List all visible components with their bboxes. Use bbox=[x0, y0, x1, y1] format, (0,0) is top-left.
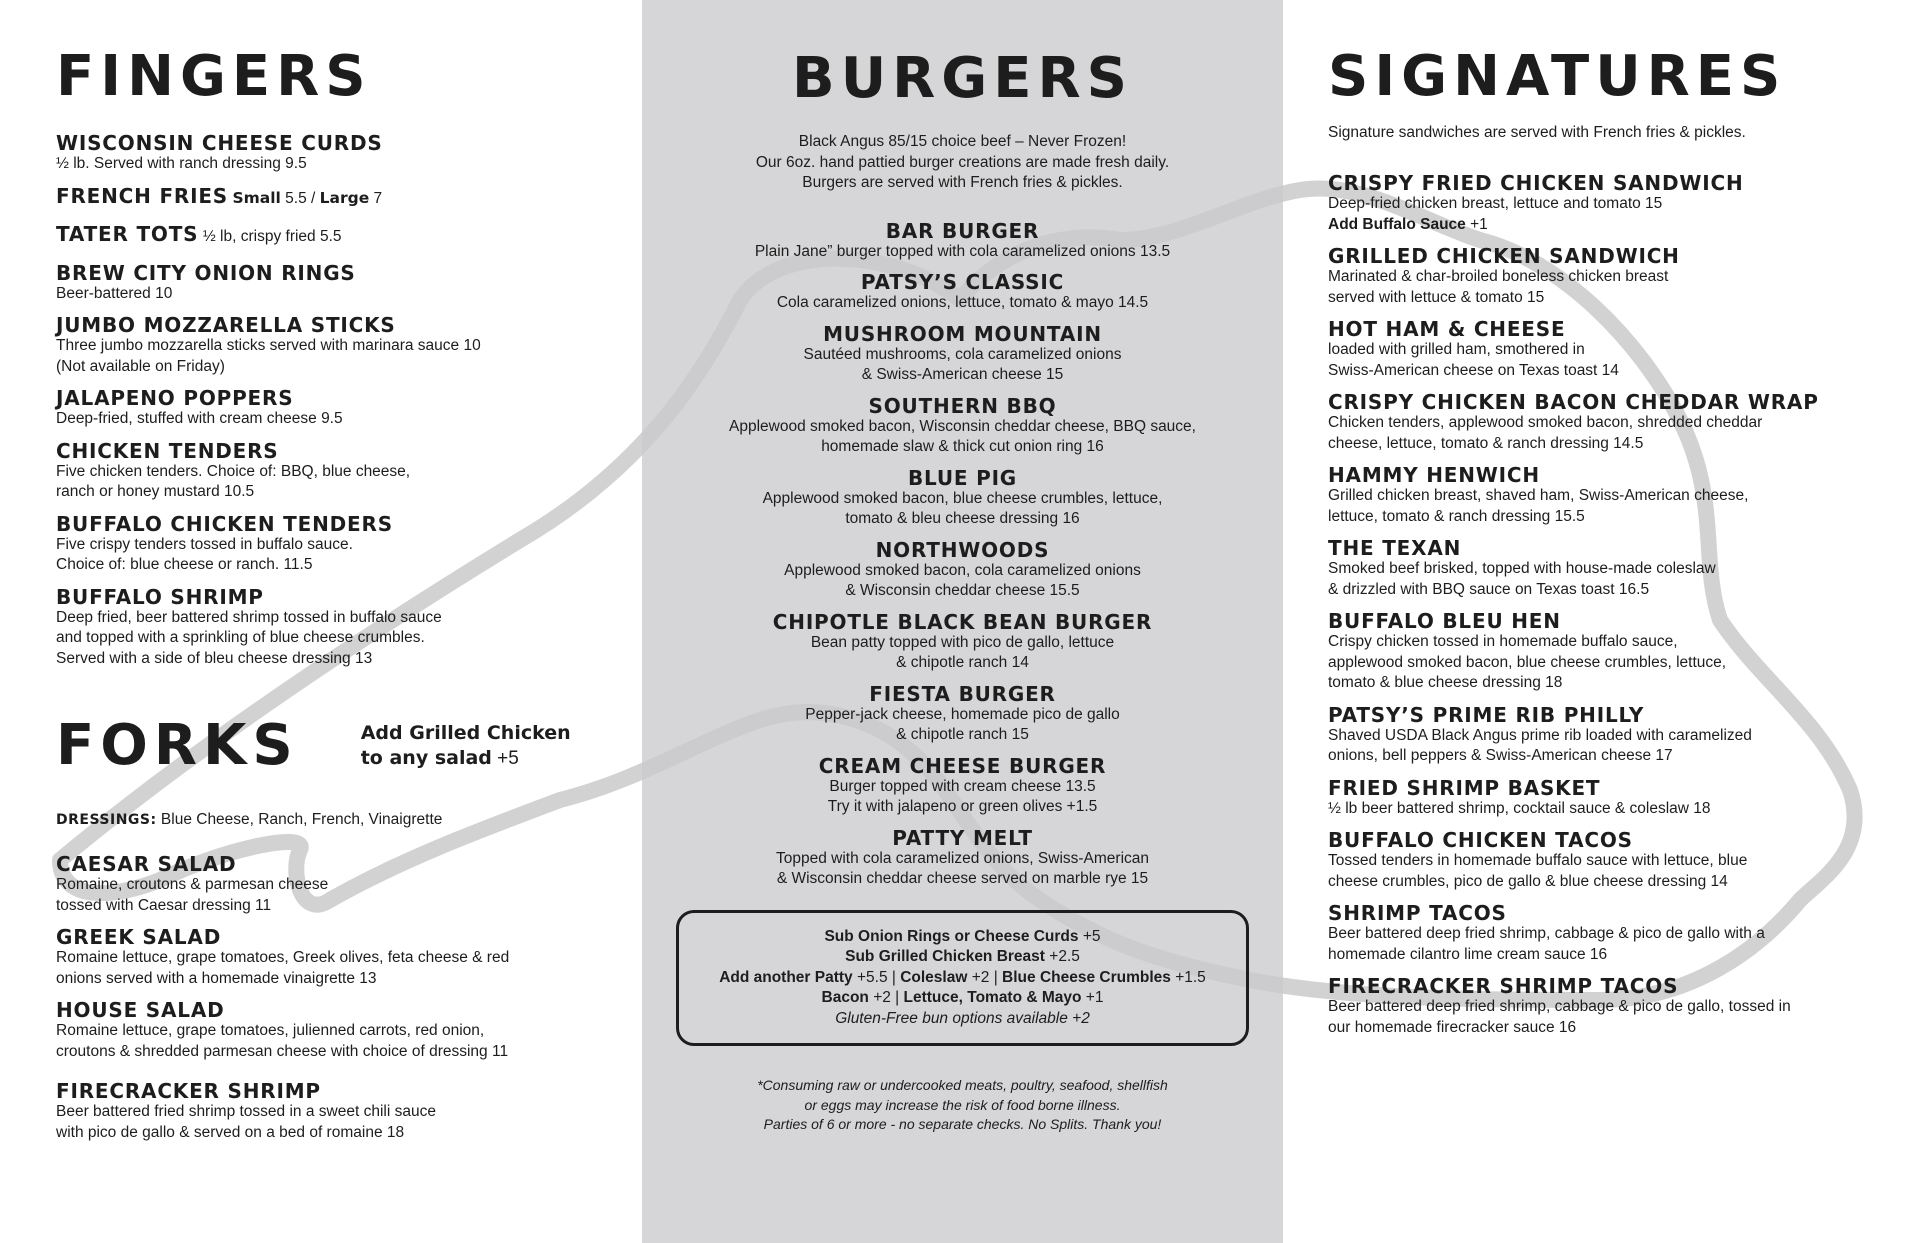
item-name: CRISPY CHICKEN BACON CHEDDAR WRAP bbox=[1328, 390, 1819, 414]
menu-item bbox=[1328, 902, 1920, 965]
item-desc: loaded with grilled ham, smothered in bbox=[1328, 341, 1585, 358]
dressings-list: Blue Cheese, Ranch, French, Vinaigrette bbox=[156, 811, 443, 828]
menu-item bbox=[56, 586, 642, 670]
item-name: BLUE PIG bbox=[907, 465, 1018, 490]
menu-item bbox=[1328, 777, 1920, 820]
item-desc: Topped with cola caramelized onions, Swiss-American bbox=[775, 849, 1150, 867]
item-desc: Grilled chicken breast, shaved ham, Swiss-American cheese, bbox=[1328, 487, 1749, 504]
item-desc: Served with a side of bleu cheese dressing 13 bbox=[56, 649, 373, 667]
item-desc: 7 bbox=[369, 189, 383, 207]
menu-item bbox=[672, 827, 1253, 890]
menu-item bbox=[56, 262, 642, 305]
item-desc: Romaine, croutons & parmesan cheese bbox=[56, 876, 329, 893]
addon-line bbox=[689, 927, 1236, 948]
signatures-column bbox=[1283, 0, 1920, 1243]
menu-item bbox=[1328, 464, 1920, 527]
item-desc: Burger topped with cream cheese 13.5 bbox=[829, 777, 1096, 795]
item-name: BUFFALO BLEU HEN bbox=[1328, 609, 1561, 633]
item-desc: Bean patty topped with pico de gallo, lettuce bbox=[810, 633, 1115, 651]
item-desc: & Wisconsin cheddar cheese 15.5 bbox=[845, 582, 1080, 599]
item-desc: Romaine lettuce, grape tomatoes, julienned carrots, red onion, bbox=[56, 1022, 485, 1039]
item-desc: Pepper-jack cheese, homemade pico de gallo bbox=[805, 705, 1120, 723]
item-desc: croutons & shredded parmesan cheese with choice of dressing 11 bbox=[56, 1042, 509, 1060]
item-desc: homemade slaw & thick cut onion ring 16 bbox=[821, 438, 1104, 455]
size-label: Large bbox=[319, 188, 370, 207]
addon-price: +2 | bbox=[967, 968, 1003, 986]
menu-item bbox=[1328, 245, 1920, 308]
item-name: CAESAR SALAD bbox=[56, 852, 237, 876]
item-desc: Five chicken tenders. Choice of: BBQ, blue cheese, bbox=[56, 462, 411, 480]
item-desc: Beer battered deep fried shrimp, cabbage & pico de gallo with a bbox=[1328, 925, 1765, 942]
item-desc: cheese crumbles, pico de gallo & blue cheese dressing 14 bbox=[1328, 872, 1728, 890]
menu-item bbox=[1328, 975, 1920, 1038]
menu-item bbox=[1328, 318, 1920, 381]
item-desc: Deep-fried chicken breast, lettuce and tomato 15 bbox=[1328, 195, 1663, 212]
item-name: FRENCH FRIES bbox=[56, 183, 229, 208]
item-name: SHRIMP TACOS bbox=[1328, 901, 1507, 925]
item-name: FRIED SHRIMP BASKET bbox=[1328, 775, 1601, 800]
item-desc: ½ lb beer battered shrimp, cocktail sauce & coleslaw 18 bbox=[1328, 799, 1711, 817]
item-desc: Romaine lettuce, grape tomatoes, Greek olives, feta cheese & red bbox=[56, 949, 510, 966]
item-desc: 5.5 / bbox=[280, 189, 320, 207]
item-desc: tomato & blue cheese dressing 18 bbox=[1328, 674, 1563, 691]
menu-item bbox=[1328, 704, 1920, 767]
item-name: PATSY’S PRIME RIB PHILLY bbox=[1328, 702, 1645, 727]
item-desc: with pico de gallo & served on a bed of romaine 18 bbox=[56, 1123, 405, 1141]
extra-label: Add Buffalo Sauce bbox=[1328, 215, 1466, 233]
item-desc: onions served with a homemade vinaigrette 13 bbox=[56, 969, 377, 987]
item-name: GRILLED CHICKEN SANDWICH bbox=[1328, 244, 1680, 268]
item-name: GREEK SALAD bbox=[56, 925, 222, 949]
item-desc: Applewood smoked bacon, Wisconsin cheddar cheese, BBQ sauce, bbox=[729, 417, 1196, 435]
add-chicken-note bbox=[361, 721, 571, 771]
menu-item bbox=[672, 467, 1253, 530]
item-name: CHICKEN TENDERS bbox=[56, 438, 279, 463]
addon-price: +5 bbox=[1078, 927, 1101, 945]
item-desc: Marinated & char-broiled boneless chicken breast bbox=[1328, 268, 1669, 285]
item-desc: Three jumbo mozzarella sticks served with marinara sauce 10 bbox=[56, 337, 481, 354]
dressings-label: DRESSINGS: bbox=[56, 812, 157, 828]
item-desc: Chicken tenders, applewood smoked bacon, shredded cheddar bbox=[1328, 414, 1763, 431]
item-desc: ½ lb, crispy fried 5.5 bbox=[202, 228, 342, 245]
burgers-title: BURGERS bbox=[792, 46, 1133, 111]
item-name: BREW CITY ONION RINGS bbox=[56, 260, 356, 285]
disclaimer-line: Parties of 6 or more - no separate checks. No Splits. Thank you! bbox=[763, 1116, 1162, 1132]
addon-label: Sub Grilled Chicken Breast bbox=[845, 948, 1045, 965]
add-chicken-line2: to any salad bbox=[360, 747, 492, 769]
addon-label: Bacon bbox=[821, 989, 869, 1006]
signatures-title: SIGNATURES bbox=[1328, 44, 1787, 109]
menu-item bbox=[56, 853, 642, 916]
menu-item bbox=[672, 220, 1253, 263]
item-desc: Applewood smoked bacon, blue cheese crumbles, lettuce, bbox=[762, 489, 1163, 507]
size-label: Small bbox=[232, 188, 281, 207]
item-name: CREAM CHEESE BURGER bbox=[818, 753, 1107, 778]
item-desc: Choice of: blue cheese or ranch. 11.5 bbox=[56, 556, 313, 573]
item-desc: Deep-fried, stuffed with cream cheese 9.5 bbox=[56, 410, 343, 427]
item-desc: Swiss-American cheese on Texas toast 14 bbox=[1328, 361, 1619, 379]
add-chicken-line1: Add Grilled Chicken bbox=[360, 722, 571, 744]
item-name: JALAPENO POPPERS bbox=[56, 386, 294, 410]
menu-item bbox=[56, 387, 642, 430]
item-desc: served with lettuce & tomato 15 bbox=[1328, 288, 1545, 306]
menu-item bbox=[1328, 391, 1920, 454]
item-name: BUFFALO CHICKEN TACOS bbox=[1328, 828, 1633, 852]
menu-item bbox=[672, 395, 1253, 458]
item-name: WISCONSIN CHEESE CURDS bbox=[56, 131, 383, 155]
item-name: TATER TOTS bbox=[56, 222, 199, 246]
item-name: MUSHROOM MOUNTAIN bbox=[823, 321, 1102, 346]
item-desc: ½ lb. Served with ranch dressing 9.5 bbox=[56, 155, 307, 172]
item-name: JUMBO MOZZARELLA STICKS bbox=[56, 313, 396, 337]
menu-item bbox=[672, 271, 1253, 314]
item-desc: Five crispy tenders tossed in buffalo sauce. bbox=[56, 535, 353, 553]
item-name: CRISPY FRIED CHICKEN SANDWICH bbox=[1328, 171, 1744, 195]
menu-item bbox=[56, 440, 642, 503]
item-desc: and topped with a sprinkling of blue cheese crumbles. bbox=[56, 629, 425, 646]
menu-item bbox=[56, 926, 642, 989]
addon-price: +1 bbox=[1081, 989, 1104, 1006]
item-desc: Tossed tenders in homemade buffalo sauce with lettuce, blue bbox=[1328, 852, 1748, 869]
menu-item bbox=[672, 323, 1253, 386]
intro-line: Black Angus 85/15 choice beef – Never Frozen! bbox=[798, 133, 1127, 150]
menu-item bbox=[672, 683, 1253, 746]
addon-price: +5.5 | bbox=[852, 968, 901, 986]
item-name: PATSY’S CLASSIC bbox=[860, 270, 1065, 294]
addon-label: Sub Onion Rings or Cheese Curds bbox=[824, 927, 1079, 945]
item-extra bbox=[1328, 215, 1920, 236]
item-desc: homemade cilantro lime cream sauce 16 bbox=[1328, 945, 1608, 963]
item-name: PATTY MELT bbox=[892, 825, 1033, 850]
item-desc: Cola caramelized onions, lettuce, tomato & mayo 14.5 bbox=[776, 294, 1149, 311]
item-desc: our homemade firecracker sauce 16 bbox=[1328, 1018, 1577, 1036]
menu-item bbox=[672, 611, 1253, 674]
item-desc: cheese, lettuce, tomato & ranch dressing 14.5 bbox=[1328, 434, 1644, 452]
item-desc: (Not available on Friday) bbox=[56, 357, 225, 375]
item-desc: tossed with Caesar dressing 11 bbox=[56, 896, 272, 914]
burger-addons-box bbox=[676, 910, 1249, 1047]
forks-header bbox=[56, 713, 642, 801]
item-name: NORTHWOODS bbox=[875, 537, 1050, 562]
addon-price: +2 | bbox=[868, 989, 904, 1006]
menu-item bbox=[56, 999, 642, 1062]
burgers-intro bbox=[672, 132, 1253, 194]
fingers-forks-column bbox=[0, 0, 642, 1243]
addon-line bbox=[689, 988, 1236, 1009]
item-name: FIRECRACKER SHRIMP TACOS bbox=[1328, 974, 1679, 998]
menu-item bbox=[1328, 829, 1920, 892]
item-desc: Applewood smoked bacon, cola caramelized onions bbox=[784, 561, 1141, 579]
item-desc: Beer battered fried shrimp tossed in a sweet chili sauce bbox=[56, 1103, 436, 1120]
menu-item bbox=[56, 1080, 642, 1143]
intro-line: Burgers are served with French fries & pickles. bbox=[802, 174, 1123, 191]
signatures-intro: Signature sandwiches are served with French fries & pickles. bbox=[1328, 124, 1746, 141]
item-desc: Deep fried, beer battered shrimp tossed in buffalo sauce bbox=[56, 608, 442, 626]
menu-item bbox=[672, 539, 1253, 602]
item-desc: & chipotle ranch 14 bbox=[896, 654, 1029, 671]
burgers-column bbox=[642, 0, 1283, 1243]
item-name: FIRECRACKER SHRIMP bbox=[56, 1079, 321, 1103]
item-name: BUFFALO SHRIMP bbox=[56, 584, 264, 609]
menu-item bbox=[56, 132, 642, 175]
addon-price: +2.5 bbox=[1044, 948, 1080, 965]
item-name: CHIPOTLE BLACK BEAN BURGER bbox=[772, 609, 1153, 634]
disclaimer bbox=[672, 1076, 1253, 1135]
addon-price: +1.5 bbox=[1170, 968, 1206, 986]
item-desc: Plain Jane” burger topped with cola caramelized onions 13.5 bbox=[754, 242, 1171, 260]
item-desc: Smoked beef brisked, topped with house-made coleslaw bbox=[1328, 560, 1716, 577]
item-name: HOT HAM & CHEESE bbox=[1328, 317, 1566, 341]
addon-label: Lettuce, Tomato & Mayo bbox=[903, 989, 1082, 1006]
intro-line: Our 6oz. hand pattied burger creations are made fresh daily. bbox=[755, 153, 1170, 171]
item-name: SOUTHERN BBQ bbox=[868, 393, 1057, 418]
menu-item bbox=[1328, 172, 1920, 235]
addon-label: Add another Patty bbox=[719, 968, 853, 986]
addon-label: Blue Cheese Crumbles bbox=[1002, 968, 1171, 986]
disclaimer-line: *Consuming raw or undercooked meats, poultry, seafood, shellfish bbox=[757, 1077, 1168, 1093]
item-desc: Shaved USDA Black Angus prime rib loaded with caramelized bbox=[1328, 726, 1752, 744]
addon-line bbox=[689, 968, 1236, 989]
menu-item bbox=[672, 755, 1253, 818]
extra-price: +1 bbox=[1465, 215, 1488, 233]
addon-label: Coleslaw bbox=[900, 968, 968, 986]
item-desc: ranch or honey mustard 10.5 bbox=[56, 483, 255, 500]
fingers-title: FINGERS bbox=[56, 44, 372, 109]
item-name: FIESTA BURGER bbox=[869, 681, 1056, 706]
item-desc: & chipotle ranch 15 bbox=[896, 726, 1029, 743]
add-chicken-price: +5 bbox=[491, 748, 519, 769]
menu-item bbox=[1328, 537, 1920, 600]
item-desc: Beer battered deep fried shrimp, cabbage & pico de gallo, tossed in bbox=[1328, 998, 1791, 1015]
item-desc: tomato & bleu cheese dressing 16 bbox=[845, 510, 1080, 527]
menu-item bbox=[56, 513, 642, 576]
item-name: HAMMY HENWICH bbox=[1328, 463, 1540, 487]
menu-item bbox=[1328, 610, 1920, 694]
item-desc: & Wisconsin cheddar cheese served on marble rye 15 bbox=[776, 870, 1149, 887]
item-desc: & Swiss-American cheese 15 bbox=[861, 366, 1064, 383]
item-desc: Beer-battered 10 bbox=[56, 284, 173, 302]
menu-item bbox=[56, 185, 642, 210]
disclaimer-line: or eggs may increase the risk of food borne illness. bbox=[804, 1096, 1121, 1113]
item-desc: lettuce, tomato & ranch dressing 15.5 bbox=[1328, 507, 1585, 525]
item-desc: applewood smoked bacon, blue cheese crumbles, lettuce, bbox=[1328, 653, 1727, 671]
item-desc: Sautéed mushrooms, cola caramelized onions bbox=[803, 345, 1122, 363]
item-name: BUFFALO CHICKEN TENDERS bbox=[56, 511, 393, 536]
item-desc: Try it with jalapeno or green olives +1.5 bbox=[827, 798, 1098, 815]
item-desc: Crispy chicken tossed in homemade buffalo sauce, bbox=[1328, 633, 1678, 650]
menu-item bbox=[56, 223, 642, 248]
item-desc: & drizzled with BBQ sauce on Texas toast 16.5 bbox=[1328, 580, 1650, 598]
item-name: HOUSE SALAD bbox=[56, 998, 225, 1022]
forks-title: FORKS bbox=[56, 713, 299, 778]
menu-item bbox=[56, 314, 642, 377]
item-desc: onions, bell peppers & Swiss-American cheese 17 bbox=[1328, 747, 1673, 764]
dressings-line bbox=[56, 811, 642, 829]
gluten-free-note: Gluten-Free bun options available +2 bbox=[835, 1009, 1090, 1027]
addon-line bbox=[689, 947, 1236, 968]
item-name: BAR BURGER bbox=[885, 218, 1040, 243]
item-name: THE TEXAN bbox=[1328, 536, 1462, 560]
